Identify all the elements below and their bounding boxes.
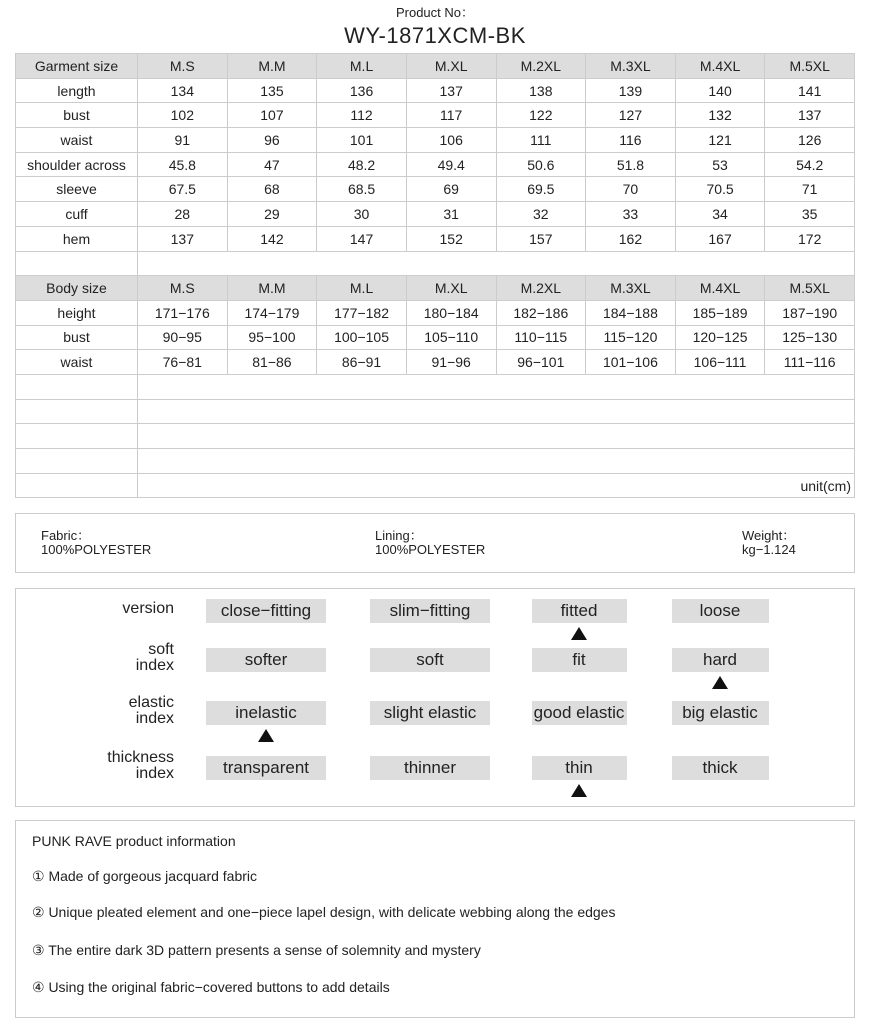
table-cell: 45.8	[138, 152, 228, 177]
blank-cell	[138, 374, 855, 399]
table-cell: 91	[138, 128, 228, 153]
table-cell: 116	[586, 128, 676, 153]
table-cell: 142	[227, 226, 317, 251]
table-cell: 81−86	[227, 350, 317, 375]
blank-cell	[138, 251, 855, 276]
table-cell: M.5XL	[765, 276, 855, 301]
table-cell: 126	[765, 128, 855, 153]
blank-row	[16, 424, 855, 449]
table-cell: 48.2	[317, 152, 407, 177]
table-cell: 47	[227, 152, 317, 177]
table-cell: 105−110	[406, 325, 496, 350]
table-cell: 111	[496, 128, 586, 153]
product-info-item: ④ Using the original fabric−covered buttons to add details	[32, 979, 390, 995]
table-cell: M.5XL	[765, 54, 855, 79]
table-cell: 140	[675, 78, 765, 103]
table-cell: M.4XL	[675, 276, 765, 301]
table-cell: 96−101	[496, 350, 586, 375]
table-cell: 30	[317, 202, 407, 227]
row-label: sleeve	[16, 177, 138, 202]
product-number: WY-1871XCM-BK	[344, 23, 526, 48]
table-cell: 121	[675, 128, 765, 153]
table-header-row	[16, 276, 855, 301]
table-cell: M.S	[138, 54, 228, 79]
table-cell: 76−81	[138, 350, 228, 375]
product-no-label: Product No：	[395, 5, 475, 20]
table-cell: M.XL	[406, 54, 496, 79]
table-cell: 70	[586, 177, 676, 202]
table-cell: 141	[765, 78, 855, 103]
table-cell: 120−125	[675, 325, 765, 350]
row-label: shoulder across	[16, 152, 138, 177]
label-line: elastic	[128, 694, 174, 711]
label-line: thickness	[107, 749, 174, 766]
row-label: Garment size	[16, 54, 138, 79]
attribute-option: fitted	[532, 599, 627, 623]
table-cell: 32	[496, 202, 586, 227]
table-cell: 174−179	[227, 300, 317, 325]
weight-value: kg−1.124	[742, 542, 796, 557]
table-cell: 125−130	[765, 325, 855, 350]
attribute-label	[122, 601, 174, 617]
table-cell: M.3XL	[586, 276, 676, 301]
blank-cell	[16, 424, 138, 449]
product-info-item: ① Made of gorgeous jacquard fabric	[32, 868, 258, 884]
attribute-option: good elastic	[532, 701, 627, 725]
table-cell: 132	[675, 103, 765, 128]
blank-cell	[16, 374, 138, 399]
fabric-value: 100%POLYESTER	[41, 542, 152, 557]
attribute-option: transparent	[206, 756, 326, 780]
label-line: index	[135, 657, 174, 674]
table-cell: 185−189	[675, 300, 765, 325]
weight-label: Weight：	[742, 528, 796, 543]
table-cell: 117	[406, 103, 496, 128]
table-cell: 139	[586, 78, 676, 103]
table-cell: M.2XL	[496, 276, 586, 301]
table-cell: 69.5	[496, 177, 586, 202]
product-info-item: ② Unique pleated element and one−piece lapel design, with delicate webbing along the edges	[32, 904, 616, 920]
attribute-option: slight elastic	[370, 701, 490, 725]
label-line: version	[122, 600, 174, 617]
table-row	[16, 128, 855, 153]
attribute-option: fit	[532, 648, 627, 672]
table-cell: 182−186	[496, 300, 586, 325]
attribute-option: thick	[672, 756, 769, 780]
attribute-option: big elastic	[672, 701, 769, 725]
blank-cell	[138, 449, 855, 474]
table-cell: M.S	[138, 276, 228, 301]
table-cell: 111−116	[765, 350, 855, 375]
blank-cell	[16, 251, 138, 276]
table-cell: 187−190	[765, 300, 855, 325]
row-label: Body size	[16, 276, 138, 301]
table-cell: 95−100	[227, 325, 317, 350]
table-cell: 91−96	[406, 350, 496, 375]
table-row	[16, 300, 855, 325]
table-cell: 152	[406, 226, 496, 251]
table-cell: 50.6	[496, 152, 586, 177]
table-cell: 180−184	[406, 300, 496, 325]
blank-row	[16, 449, 855, 474]
table-row	[16, 202, 855, 227]
table-cell: 110−115	[496, 325, 586, 350]
label-line: soft	[148, 641, 174, 658]
table-cell: 167	[675, 226, 765, 251]
blank-cell	[16, 473, 138, 498]
table-cell: M.M	[227, 54, 317, 79]
table-cell: M.3XL	[586, 54, 676, 79]
table-cell: 68	[227, 177, 317, 202]
table-cell: 33	[586, 202, 676, 227]
table-header-row	[16, 54, 855, 79]
fabric-label: Fabric：	[41, 528, 91, 543]
table-cell: 49.4	[406, 152, 496, 177]
blank-row	[16, 399, 855, 424]
table-cell: M.L	[317, 54, 407, 79]
table-row	[16, 103, 855, 128]
selected-marker-icon	[258, 729, 274, 742]
material-info	[15, 513, 855, 573]
table-cell: 112	[317, 103, 407, 128]
row-label: waist	[16, 128, 138, 153]
table-cell: 35	[765, 202, 855, 227]
table-cell: 67.5	[138, 177, 228, 202]
row-label: bust	[16, 103, 138, 128]
attribute-option: slim−fitting	[370, 599, 490, 623]
table-cell: 157	[496, 226, 586, 251]
table-cell: 106−111	[675, 350, 765, 375]
table-cell: 107	[227, 103, 317, 128]
table-cell: 136	[317, 78, 407, 103]
table-cell: 147	[317, 226, 407, 251]
table-cell: 70.5	[675, 177, 765, 202]
table-cell: 122	[496, 103, 586, 128]
table-cell: 69	[406, 177, 496, 202]
blank-row	[16, 251, 855, 276]
blank-row	[16, 473, 855, 498]
row-label: height	[16, 300, 138, 325]
blank-cell	[16, 399, 138, 424]
product-info-item: ③ The entire dark 3D pattern presents a sense of solemnity and mystery	[32, 942, 481, 958]
table-cell: M.4XL	[675, 54, 765, 79]
unit-note: unit(cm)	[138, 473, 855, 498]
table-cell: 31	[406, 202, 496, 227]
table-cell: 71	[765, 177, 855, 202]
product-information	[15, 820, 855, 1018]
selected-marker-icon	[571, 784, 587, 797]
table-cell: 86−91	[317, 350, 407, 375]
table-cell: 137	[138, 226, 228, 251]
blank-cell	[138, 399, 855, 424]
table-cell: M.M	[227, 276, 317, 301]
lining-label: Lining：	[375, 528, 423, 543]
table-cell: 34	[675, 202, 765, 227]
table-cell: 184−188	[586, 300, 676, 325]
table-cell: 138	[496, 78, 586, 103]
table-cell: 54.2	[765, 152, 855, 177]
table-cell: 68.5	[317, 177, 407, 202]
row-label: length	[16, 78, 138, 103]
attribute-label	[136, 642, 174, 674]
table-cell: 90−95	[138, 325, 228, 350]
label-line: index	[135, 710, 174, 727]
table-cell: 28	[138, 202, 228, 227]
table-cell: 127	[586, 103, 676, 128]
table-row	[16, 226, 855, 251]
table-cell: 102	[138, 103, 228, 128]
table-cell: 101−106	[586, 350, 676, 375]
table-cell: 29	[227, 202, 317, 227]
table-cell: 106	[406, 128, 496, 153]
table-cell: 100−105	[317, 325, 407, 350]
table-row	[16, 78, 855, 103]
selected-marker-icon	[712, 676, 728, 689]
attribute-label	[107, 750, 174, 782]
attribute-option: loose	[672, 599, 769, 623]
attribute-option: softer	[206, 648, 326, 672]
table-cell: 96	[227, 128, 317, 153]
table-cell: 101	[317, 128, 407, 153]
blank-cell	[138, 424, 855, 449]
size-table	[15, 53, 855, 498]
row-label: hem	[16, 226, 138, 251]
table-row	[16, 325, 855, 350]
attribute-option: thinner	[370, 756, 490, 780]
table-row	[16, 177, 855, 202]
blank-row	[16, 374, 855, 399]
attribute-option: inelastic	[206, 701, 326, 725]
table-cell: 53	[675, 152, 765, 177]
lining-value: 100%POLYESTER	[375, 542, 486, 557]
table-cell: 115−120	[586, 325, 676, 350]
table-cell: M.L	[317, 276, 407, 301]
row-label: bust	[16, 325, 138, 350]
row-label: cuff	[16, 202, 138, 227]
attribute-label	[129, 695, 174, 727]
table-row	[16, 152, 855, 177]
table-cell: M.XL	[406, 276, 496, 301]
table-row	[16, 350, 855, 375]
attribute-option: close−fitting	[206, 599, 326, 623]
attribute-option: hard	[672, 648, 769, 672]
product-info-title: PUNK RAVE product information	[32, 833, 236, 849]
table-cell: 137	[765, 103, 855, 128]
table-cell: 171−176	[138, 300, 228, 325]
selected-marker-icon	[571, 627, 587, 640]
table-cell: 135	[227, 78, 317, 103]
table-cell: 51.8	[586, 152, 676, 177]
attribute-panel	[15, 588, 855, 807]
table-cell: 162	[586, 226, 676, 251]
blank-cell	[16, 449, 138, 474]
table-cell: 177−182	[317, 300, 407, 325]
row-label: waist	[16, 350, 138, 375]
table-cell: M.2XL	[496, 54, 586, 79]
attribute-option: thin	[532, 756, 627, 780]
attribute-option: soft	[370, 648, 490, 672]
table-cell: 134	[138, 78, 228, 103]
table-cell: 172	[765, 226, 855, 251]
label-line: index	[135, 765, 174, 782]
table-cell: 137	[406, 78, 496, 103]
